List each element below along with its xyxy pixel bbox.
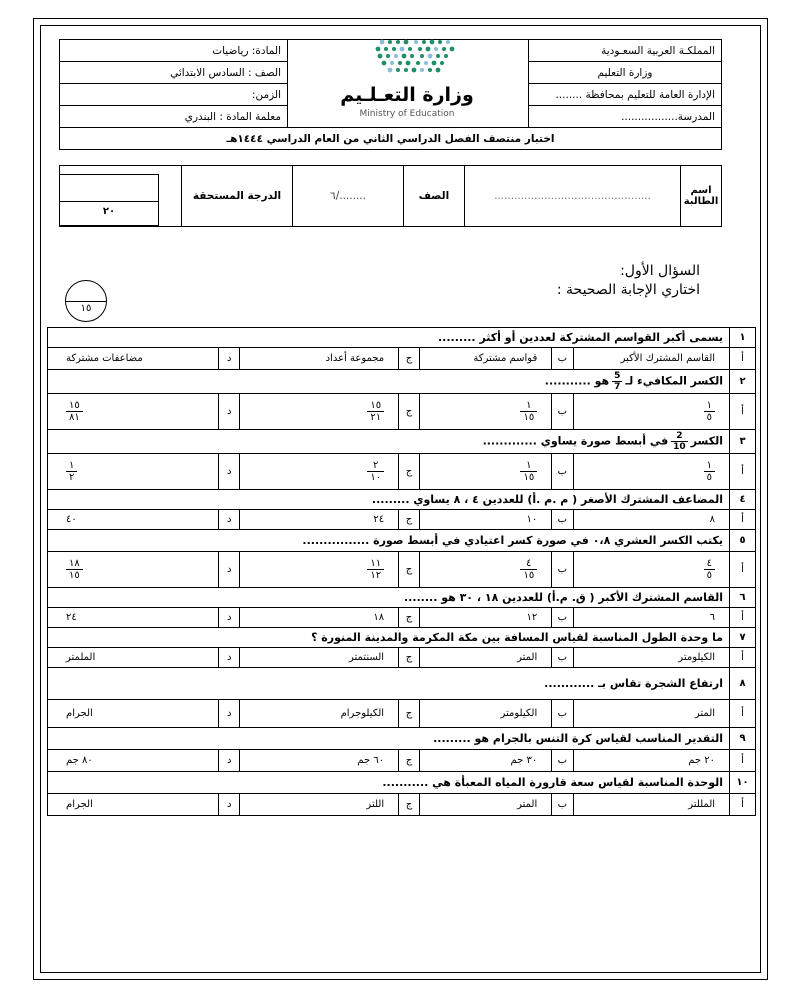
- question-row: [48, 370, 756, 394]
- section-heading: [557, 262, 700, 300]
- option-fraction: [520, 558, 537, 581]
- options-row: [48, 608, 756, 628]
- option-letter: ج: [399, 608, 420, 628]
- options-row: [48, 552, 756, 588]
- option-letter: د: [219, 394, 240, 430]
- option-letter: ج: [399, 700, 420, 728]
- question-row: [48, 628, 756, 648]
- option-answer[interactable]: [48, 394, 219, 430]
- option-letter: أ: [730, 700, 756, 728]
- option-letter: ج: [399, 750, 420, 772]
- header-right-3: الإدارة العامة للتعليم بمحافظة ........: [529, 84, 722, 106]
- stem-fraction: [612, 371, 622, 392]
- option-letter: د: [219, 608, 240, 628]
- question-stem: يكتب الكسر العشري ٠،٨ في صورة كسر اعتيادي في أبسط صورة ................: [48, 530, 730, 552]
- option-letter: ج: [399, 348, 420, 370]
- option-numerator: ١: [706, 460, 713, 471]
- option-letter: ب: [552, 394, 573, 430]
- options-row: [48, 700, 756, 728]
- option-answer[interactable]: المتر: [419, 648, 551, 668]
- section-instruction: اختاري الإجابة الصحيحة :: [556, 282, 700, 298]
- option-answer[interactable]: ١٨: [240, 608, 399, 628]
- question-number: ٧: [730, 628, 756, 648]
- option-letter: د: [219, 794, 240, 816]
- option-answer[interactable]: القاسم المشترك الأكبر: [573, 348, 730, 370]
- class-field[interactable]: ......../٦: [293, 166, 404, 227]
- option-fraction: [66, 460, 77, 483]
- exam-page: [33, 18, 768, 980]
- question-stem: القاسم المشترك الأكبر ( ق. م.أ) للعددين ١٨ ، ٣٠ هو ........: [48, 588, 730, 608]
- option-letter: ب: [552, 510, 573, 530]
- student-name-label: اسم الطالبة: [681, 166, 722, 227]
- exam-title: اختبار منتصف الفصل الدراسي الثاني من العام الدراسي ١٤٤٤هـ: [60, 128, 722, 150]
- option-numerator: ٤: [706, 558, 713, 569]
- option-answer[interactable]: المتر: [419, 794, 551, 816]
- option-letter: أ: [730, 794, 756, 816]
- question-number: ١: [730, 328, 756, 348]
- options-row: [48, 750, 756, 772]
- option-answer[interactable]: ٢٤: [48, 608, 219, 628]
- options-row: [48, 454, 756, 490]
- question-row: [48, 668, 756, 700]
- questions-table: [47, 327, 756, 816]
- option-answer[interactable]: ٣٠ جم: [419, 750, 551, 772]
- option-letter: د: [219, 700, 240, 728]
- option-denominator: ١٥: [520, 569, 537, 581]
- score-box-divider: [60, 201, 158, 202]
- header-right-4: المدرسة.................: [529, 106, 722, 128]
- option-fraction: [367, 558, 384, 581]
- options-row: [48, 648, 756, 668]
- option-denominator: ١٥: [66, 569, 83, 581]
- option-answer[interactable]: [573, 454, 730, 490]
- options-row: [48, 510, 756, 530]
- question-stem: [48, 370, 730, 394]
- option-letter: أ: [730, 552, 756, 588]
- stem-denominator: 7: [614, 382, 621, 392]
- question-number: ٨: [730, 668, 756, 700]
- stem-numerator: 5: [614, 371, 621, 381]
- option-letter: أ: [730, 510, 756, 530]
- option-numerator: ١: [526, 460, 532, 471]
- option-letter: أ: [730, 648, 756, 668]
- header-right-1: المملكـة العربية السعـودية: [529, 40, 722, 62]
- option-answer[interactable]: السنتمتر: [240, 648, 399, 668]
- option-letter: ب: [552, 608, 573, 628]
- option-letter: ب: [552, 552, 573, 588]
- option-denominator: ٥: [704, 411, 715, 423]
- option-letter: أ: [730, 348, 756, 370]
- option-answer[interactable]: ٤٠: [48, 510, 219, 530]
- option-denominator: ٢١: [367, 411, 384, 423]
- option-letter: د: [219, 454, 240, 490]
- question-stem: [48, 430, 730, 454]
- question-stem: ما وحدة الطول المناسبة لقياس المسافة بين مكة المكرمة والمدينة المنورة ؟: [48, 628, 730, 648]
- option-answer[interactable]: ٦٠ جم: [240, 750, 399, 772]
- question-row: [48, 490, 756, 510]
- stem-denominator: 10: [673, 442, 686, 452]
- stem-numerator: 2: [676, 431, 683, 441]
- option-fraction: [66, 558, 83, 581]
- points-circle-divider: [66, 301, 106, 302]
- option-denominator: ٢: [66, 471, 77, 483]
- option-letter: ج: [399, 454, 420, 490]
- stem-before: الكسر: [690, 434, 724, 448]
- option-denominator: ٥: [704, 569, 715, 581]
- option-denominator: ٨١: [66, 411, 83, 423]
- question-row: [48, 430, 756, 454]
- option-denominator: ١٥: [520, 411, 537, 423]
- option-answer[interactable]: ٢٠ جم: [573, 750, 730, 772]
- option-denominator: ١٠: [367, 471, 384, 483]
- option-answer[interactable]: ١٢: [419, 608, 551, 628]
- option-letter: د: [219, 552, 240, 588]
- option-answer[interactable]: [240, 552, 399, 588]
- option-answer[interactable]: المللتر: [573, 794, 730, 816]
- option-fraction: [367, 460, 384, 483]
- question-row: [48, 588, 756, 608]
- option-fraction: [704, 460, 715, 483]
- section-title: السؤال الأول:: [620, 263, 700, 279]
- question-stem: المضاعف المشترك الأصغر ( م .م .أ) للعددين ٤ ، ٨ يساوي .........: [48, 490, 730, 510]
- option-letter: ب: [552, 348, 573, 370]
- option-fraction: [367, 400, 384, 423]
- points-circle: [65, 280, 107, 322]
- option-numerator: ٤: [526, 558, 532, 569]
- question-number: ٦: [730, 588, 756, 608]
- logo-english: Ministry of Education: [359, 109, 455, 119]
- question-stem: ارتفاع الشجرة تقاس بـ ............: [48, 668, 730, 700]
- option-answer[interactable]: المتر: [573, 700, 730, 728]
- option-denominator: ١٢: [367, 569, 384, 581]
- option-answer[interactable]: [240, 394, 399, 430]
- option-letter: د: [219, 648, 240, 668]
- stem-before: الكسر المكافيء لـ: [625, 374, 724, 388]
- stem-after: في أبسط صورة يساوي .............: [482, 434, 669, 448]
- option-answer[interactable]: [48, 552, 219, 588]
- option-answer[interactable]: ١٠: [419, 510, 551, 530]
- header-left-4: معلمة المادة : البندري: [60, 106, 288, 128]
- option-numerator: ١: [526, 400, 532, 411]
- option-answer[interactable]: قواسم مشتركة: [419, 348, 551, 370]
- header-left-3: الزمن:: [60, 84, 288, 106]
- option-answer[interactable]: مضاعفات مشتركة: [48, 348, 219, 370]
- option-answer[interactable]: [573, 552, 730, 588]
- option-denominator: ٥: [704, 471, 715, 483]
- option-answer[interactable]: الكيلومتر: [419, 700, 551, 728]
- question-number: ١٠: [730, 772, 756, 794]
- option-fraction: [66, 400, 83, 423]
- header-left-1: المادة: رياضيات: [60, 40, 288, 62]
- option-letter: أ: [730, 750, 756, 772]
- option-answer[interactable]: اللتر: [240, 794, 399, 816]
- option-numerator: ٢: [373, 460, 379, 471]
- question-stem: التقدير المناسب لقياس كرة التنس بالجرام هو .........: [48, 728, 730, 750]
- option-fraction: [704, 558, 715, 581]
- option-answer[interactable]: الجرام: [48, 794, 219, 816]
- stem-after: هو ...........: [544, 374, 610, 388]
- option-answer[interactable]: [573, 394, 730, 430]
- option-answer[interactable]: الجرام: [48, 700, 219, 728]
- header-right-2: وزارة التعليم: [529, 62, 722, 84]
- option-denominator: ١٥: [520, 471, 537, 483]
- student-name-field[interactable]: ...............................................: [465, 166, 681, 227]
- option-numerator: ١٥: [69, 400, 80, 411]
- option-answer[interactable]: ٢٤: [240, 510, 399, 530]
- options-row: [48, 394, 756, 430]
- header-left-2: الصف : السادس الابتدائي: [60, 62, 288, 84]
- option-answer[interactable]: ٨٠ جم: [48, 750, 219, 772]
- question-row: [48, 328, 756, 348]
- option-answer[interactable]: الكيلومتر: [573, 648, 730, 668]
- score-box: [59, 174, 159, 226]
- option-answer[interactable]: ٦: [573, 608, 730, 628]
- option-fraction: [704, 400, 715, 423]
- option-answer[interactable]: [419, 552, 551, 588]
- option-answer[interactable]: [419, 394, 551, 430]
- logo-arabic: وزارة التعـلـيم: [340, 84, 474, 106]
- exam-inner-frame: [40, 25, 761, 973]
- ministry-logo: [312, 36, 502, 124]
- option-letter: ب: [552, 750, 573, 772]
- question-stem: الوحدة المناسبة لقياس سعة قارورة المياه المعبأة هي ...........: [48, 772, 730, 794]
- option-letter: ج: [399, 552, 420, 588]
- option-letter: د: [219, 750, 240, 772]
- option-fraction: [520, 400, 537, 423]
- option-answer[interactable]: الكيلوجرام: [240, 700, 399, 728]
- option-letter: ب: [552, 794, 573, 816]
- question-stem: يسمى أكبر القواسم المشتركة لعددين أو أكثر .........: [48, 328, 730, 348]
- class-label: الصف: [404, 166, 465, 227]
- option-letter: أ: [730, 454, 756, 490]
- option-letter: ب: [552, 648, 573, 668]
- option-answer[interactable]: ٨: [573, 510, 730, 530]
- option-answer[interactable]: [419, 454, 551, 490]
- question-number: ٢: [730, 370, 756, 394]
- option-letter: ج: [399, 510, 420, 530]
- option-letter: أ: [730, 608, 756, 628]
- max-grade: ٢٠: [102, 206, 116, 217]
- option-answer[interactable]: [240, 454, 399, 490]
- options-row: [48, 348, 756, 370]
- option-letter: ب: [552, 700, 573, 728]
- section-points: ١٥: [80, 303, 92, 314]
- option-letter: ب: [552, 454, 573, 490]
- option-letter: ج: [399, 794, 420, 816]
- option-letter: د: [219, 348, 240, 370]
- option-numerator: ١: [69, 460, 75, 471]
- option-answer[interactable]: [48, 454, 219, 490]
- option-letter: أ: [730, 394, 756, 430]
- option-numerator: ١: [706, 400, 713, 411]
- question-number: ٣: [730, 430, 756, 454]
- question-number: ٥: [730, 530, 756, 552]
- grade-label: الدرجة المستحقة: [182, 166, 293, 227]
- option-numerator: ١١: [370, 558, 382, 569]
- option-numerator: ١٨: [69, 558, 80, 569]
- options-row: [48, 794, 756, 816]
- question-row: [48, 728, 756, 750]
- question-number: ٤: [730, 490, 756, 510]
- question-number: ٩: [730, 728, 756, 750]
- option-letter: ج: [399, 394, 420, 430]
- option-fraction: [520, 460, 537, 483]
- option-letter: د: [219, 510, 240, 530]
- question-row: [48, 772, 756, 794]
- question-row: [48, 530, 756, 552]
- stem-fraction: [671, 431, 688, 452]
- option-answer[interactable]: مجموعة أعداد: [240, 348, 399, 370]
- option-answer[interactable]: الملمتر: [48, 648, 219, 668]
- option-letter: ج: [399, 648, 420, 668]
- option-numerator: ١٥: [370, 400, 382, 411]
